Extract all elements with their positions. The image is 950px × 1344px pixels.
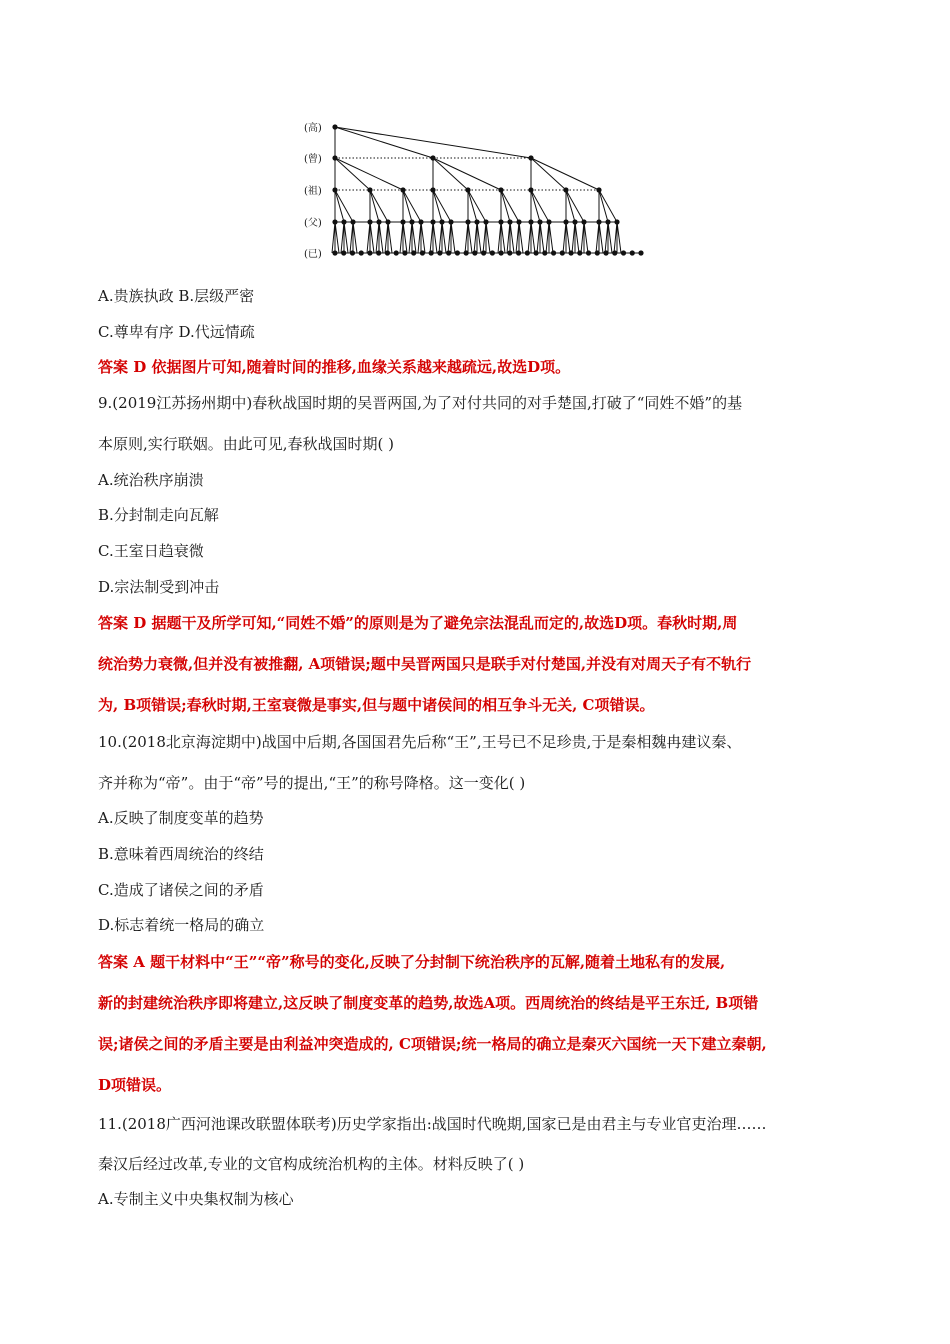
lineage-line xyxy=(468,190,477,222)
lineage-node xyxy=(437,250,442,255)
lineage-node xyxy=(603,250,608,255)
q10-option-c: C.造成了诸侯之间的矛盾 xyxy=(98,881,264,899)
lineage-node xyxy=(546,219,551,224)
lineage-line xyxy=(388,222,392,253)
lineage-node xyxy=(376,250,381,255)
lineage-line xyxy=(335,190,353,222)
lineage-node xyxy=(474,219,479,224)
q9-option-d: D.宗法制受到冲击 xyxy=(98,578,220,596)
lineage-node xyxy=(614,219,619,224)
lineage-node xyxy=(465,187,470,192)
lineage-line xyxy=(335,190,344,222)
lineage-node xyxy=(499,250,504,255)
lineage-line xyxy=(403,190,421,222)
q10-answer-line1: 答案 A 题干材料中“王”“帝”称号的变化,反映了分封制下统治秩序的瓦解,随着土地私有的发展, xyxy=(98,953,726,971)
lineage-line xyxy=(451,222,455,253)
lineage-node xyxy=(586,250,591,255)
lineage-line xyxy=(421,222,425,253)
lineage-line xyxy=(617,222,621,253)
q9-stem-line2: 本原则,实行联姻。由此可见,春秋战国时期( ) xyxy=(98,435,395,453)
lineage-node xyxy=(630,250,635,255)
q10-option-b: B.意味着西周统治的终结 xyxy=(98,845,264,863)
q9-option-b: B.分封制走向瓦解 xyxy=(98,506,219,524)
lineage-node xyxy=(472,250,477,255)
lineage-node xyxy=(537,219,542,224)
lineage-node xyxy=(551,250,556,255)
lineage-node xyxy=(341,219,346,224)
lineage-line xyxy=(608,222,612,253)
q10-option-a: A.反映了制度变革的趋势 xyxy=(98,809,264,827)
q8-options-ab: A.贵族执政 B.层级严密 xyxy=(98,287,255,305)
lineage-node xyxy=(563,187,568,192)
q9-option-a: A.统治秩序崩溃 xyxy=(98,471,204,489)
lineage-line xyxy=(335,127,531,158)
lineage-line xyxy=(403,190,412,222)
lineage-line xyxy=(584,222,588,253)
lineage-line xyxy=(468,190,486,222)
lineage-line xyxy=(486,222,490,253)
lineage-node xyxy=(465,219,470,224)
lineage-node xyxy=(596,187,601,192)
lineage-line xyxy=(599,190,608,222)
lineage-node xyxy=(542,250,547,255)
lineage-node xyxy=(332,250,337,255)
lineage-node xyxy=(402,250,407,255)
lineage-line xyxy=(468,222,472,253)
lineage-line xyxy=(335,222,339,253)
lineage-node xyxy=(394,250,399,255)
lineage-node xyxy=(490,250,495,255)
lineage-node xyxy=(400,187,405,192)
lineage-node xyxy=(596,219,601,224)
lineage-node xyxy=(420,250,425,255)
lineage-node xyxy=(446,250,451,255)
lineage-line xyxy=(501,190,519,222)
lineage-line xyxy=(501,190,510,222)
lineage-node xyxy=(605,219,610,224)
lineage-node xyxy=(498,187,503,192)
lineage-line xyxy=(403,222,407,253)
lineage-line xyxy=(433,158,468,190)
lineage-node xyxy=(359,250,364,255)
lineage-node xyxy=(464,250,469,255)
lineage-node xyxy=(411,250,416,255)
lineage-line xyxy=(335,127,433,158)
lineage-node xyxy=(385,219,390,224)
lineage-node xyxy=(439,219,444,224)
clan-generation-diagram xyxy=(298,118,658,268)
q10-answer-line3: 误;诸侯之间的矛盾主要是由利益冲突造成的, C项错误;统一格局的确立是秦灭六国统一天下建立秦朝, xyxy=(98,1035,767,1053)
lineage-line xyxy=(379,222,383,253)
q9-answer-line2: 统治势力衰微,但并没有被推翻, A项错误;题中吴晋两国只是联手对付楚国,并没有对周天子有不轨行 xyxy=(98,655,752,673)
lineage-line xyxy=(531,190,549,222)
lineage-node xyxy=(367,219,372,224)
lineage-node xyxy=(568,250,573,255)
lineage-line xyxy=(531,158,599,190)
lineage-line xyxy=(519,222,523,253)
label-fu: (父) xyxy=(304,218,322,229)
q10-answer-line4: D项错误。 xyxy=(98,1076,172,1094)
lineage-line xyxy=(433,158,501,190)
lineage-line xyxy=(501,222,505,253)
q8-answer: 答案 D 依据图片可知,随着时间的推移,血缘关系越来越疏远,故选D项。 xyxy=(98,358,571,376)
lineage-node xyxy=(528,219,533,224)
lineage-node xyxy=(332,155,337,160)
lineage-node xyxy=(400,219,405,224)
lineage-line xyxy=(566,222,570,253)
lineage-node xyxy=(507,219,512,224)
lineage-line xyxy=(599,190,617,222)
lineage-node xyxy=(367,187,372,192)
lineage-node xyxy=(409,219,414,224)
lineage-node xyxy=(350,219,355,224)
lineage-node xyxy=(533,250,538,255)
lineage-node xyxy=(577,250,582,255)
q9-answer-line1: 答案 D 据题干及所学可知,“同姓不婚”的原则是为了避免宗法混乱而定的,故选D项。春秋时期,周 xyxy=(98,614,738,632)
lineage-line xyxy=(433,190,442,222)
lineage-node xyxy=(516,219,521,224)
lineage-node xyxy=(429,250,434,255)
lineage-node xyxy=(560,250,565,255)
q10-answer-line2: 新的封建统治秩序即将建立,这反映了制度变革的趋势,故选A项。西周统治的终结是平王东迁, B项错 xyxy=(98,994,759,1012)
lineage-line xyxy=(335,158,403,190)
lineage-line xyxy=(599,222,603,253)
q11-option-a: A.专制主义中央集权制为核心 xyxy=(98,1190,294,1208)
lineage-node xyxy=(418,219,423,224)
q9-option-c: C.王室日趋衰微 xyxy=(98,542,204,560)
lineage-node xyxy=(332,187,337,192)
lineage-node xyxy=(376,219,381,224)
lineage-line xyxy=(370,222,374,253)
lineage-node xyxy=(430,187,435,192)
q8-options-cd: C.尊卑有序 D.代远情疏 xyxy=(98,323,255,341)
lineage-node xyxy=(483,219,488,224)
q9-stem-line1: 9.(2019江苏扬州期中)春秋战国时期的吴晋两国,为了对付共同的对手楚国,打破了“同姓不婚”的基 xyxy=(98,394,743,412)
lineage-line xyxy=(433,190,451,222)
lineage-node xyxy=(498,219,503,224)
lineage-node xyxy=(525,250,530,255)
lineage-node xyxy=(507,250,512,255)
q10-stem-line1: 10.(2018北京海淀期中)战国中后期,各国国君先后称“王”,王号已不足珍贵,于是秦相魏冉建议秦、 xyxy=(98,733,742,751)
label-zu: (祖) xyxy=(304,186,322,197)
lineage-line xyxy=(370,190,379,222)
lineage-node xyxy=(612,250,617,255)
lineage-line xyxy=(566,190,575,222)
q11-stem-line1: 11.(2018广西河池课改联盟体联考)历史学家指出:战国时代晚期,国家已是由君主与专业官吏治理…… xyxy=(98,1115,767,1133)
q11-stem-line2: 秦汉后经过改革,专业的文官构成统治机构的主体。材料反映了( ) xyxy=(98,1155,525,1173)
lineage-node xyxy=(430,219,435,224)
lineage-line xyxy=(575,222,579,253)
lineage-node xyxy=(595,250,600,255)
lineage-line xyxy=(477,222,481,253)
label-gao: (高) xyxy=(304,123,322,134)
lineage-line xyxy=(531,190,540,222)
lineage-node xyxy=(563,219,568,224)
q10-option-d: D.标志着统一格局的确立 xyxy=(98,916,265,934)
lineage-line xyxy=(412,222,416,253)
lineage-line xyxy=(344,222,348,253)
lineage-node xyxy=(638,250,643,255)
label-zeng: (曾) xyxy=(304,154,322,165)
q9-answer-line3: 为, B项错误;春秋时期,王室衰微是事实,但与题中诸侯间的相互争斗无关, C项错误。 xyxy=(98,696,655,714)
q10-stem-line2: 齐并称为“帝”。由于“帝”号的提出,“王”的称号降格。这一变化( ) xyxy=(98,774,526,792)
lineage-node xyxy=(341,250,346,255)
lineage-node xyxy=(350,250,355,255)
lineage-node xyxy=(528,187,533,192)
lineage-node xyxy=(455,250,460,255)
lineage-node xyxy=(481,250,486,255)
lineage-line xyxy=(540,222,544,253)
lineage-node xyxy=(385,250,390,255)
lineage-node xyxy=(528,155,533,160)
lineage-line xyxy=(433,222,437,253)
lineage-line xyxy=(549,222,553,253)
lineage-node xyxy=(430,155,435,160)
lineage-line xyxy=(442,222,446,253)
label-ji: (已) xyxy=(304,249,322,260)
lineage-line xyxy=(531,222,535,253)
lineage-node xyxy=(581,219,586,224)
lineage-node xyxy=(367,250,372,255)
lineage-node xyxy=(332,219,337,224)
lineage-node xyxy=(516,250,521,255)
lineage-node xyxy=(448,219,453,224)
lineage-line xyxy=(566,190,584,222)
lineage-node xyxy=(332,124,337,129)
lineage-line xyxy=(510,222,514,253)
lineage-node xyxy=(621,250,626,255)
lineage-line xyxy=(531,158,566,190)
lineage-line xyxy=(353,222,357,253)
lineage-line xyxy=(370,190,388,222)
lineage-node xyxy=(572,219,577,224)
lineage-line xyxy=(335,158,370,190)
